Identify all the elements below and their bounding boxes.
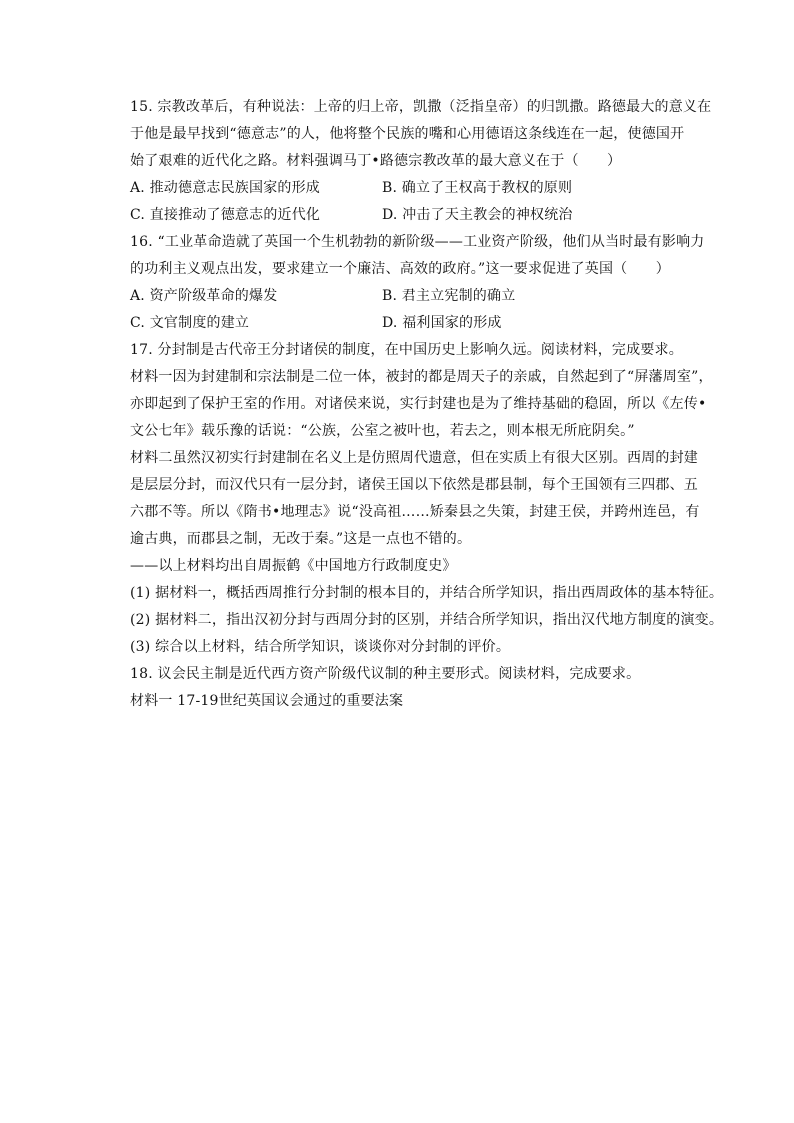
question-16-option-b: B. 君主立宪制的确立 bbox=[382, 288, 516, 304]
question-15-option-a: A. 推动德意志民族国家的形成 bbox=[130, 180, 321, 196]
material-2-line-2: 是层层分封，而汉代只有一层分封，诸侯王国以下依然是郡县制，每个王国领有三四郡、五 bbox=[130, 477, 698, 493]
question-16-stem-line-1: 16. “工业革命造就了英国一个生机勃勃的新阶级——工业资产阶级，他们从当时最有影响力 bbox=[130, 234, 705, 250]
question-17 bbox=[130, 337, 724, 661]
question-18-intro: 18. 议会民主制是近代西方资产阶级代议制的种主要形式。阅读材料，完成要求。 bbox=[130, 666, 641, 682]
question-15-stem-line-3: 始了艰难的近代化之路。材料强调马丁•路德宗教改革的最大意义在于（ ） bbox=[130, 153, 622, 169]
material-2-line-4: 逾古典，而郡县之制，无改于秦。”这是一点也不错的。 bbox=[130, 531, 472, 547]
material-2-line-3: 六郡不等。所以《隋书•地理志》说“没高祖……矫秦县之失策，封建王侯，并跨州连邑，有 bbox=[130, 504, 700, 520]
material-2-line-1: 材料二虽然汉初实行封建制在名义上是仿照周代遗意，但在实质上有很大区别。西周的封建 bbox=[130, 450, 698, 466]
question-16-option-a: A. 资产阶级革命的爆发 bbox=[130, 288, 278, 304]
question-15-option-c: C. 直接推动了德意志的近代化 bbox=[130, 207, 321, 223]
question-17-intro: 17. 分封制是古代帝王分封诸侯的制度，在中国历史上影响久远。阅读材料，完成要求。 bbox=[130, 342, 683, 358]
sub-question-1: (1) 据材料一，概括西周推行分封制的根本目的，并结合所学知识，指出西周政体的基本特征。 bbox=[130, 585, 724, 601]
exam-content bbox=[130, 94, 724, 715]
material-1-line-2: 亦即起到了保护王室的作用。对诸侯来说，实行封建也是为了维持基础的稳固，所以《左传• bbox=[130, 396, 707, 412]
material-1-line-1: 材料一因为封建制和宗法制是二位一体，被封的都是周天子的亲戚，自然起到了“屏藩周室”， bbox=[130, 369, 713, 385]
question-15-option-d: D. 冲击了天主教会的神权统治 bbox=[382, 207, 573, 223]
question-15-stem-line-2: 于他是最早找到“德意志”的人，他将整个民族的嘴和心用德语这条线连在一起，使德国开 bbox=[130, 126, 685, 142]
material-source: ——以上材料均出自周振鹤《中国地方行政制度史》 bbox=[130, 558, 457, 574]
question-16-stem-line-2: 的功利主义观点出发，要求建立一个廉洁、高效的政府。”这一要求促进了英国（ ） bbox=[130, 261, 670, 277]
question-15-stem-line-1: 15. 宗教改革后，有种说法：上帝的归上帝，凯撒（泛指皇帝）的归凯撒。路德最大的意义在 bbox=[130, 99, 712, 115]
question-16-options-row-2 bbox=[130, 310, 700, 337]
question-15 bbox=[130, 94, 712, 229]
question-15-option-b: B. 确立了王权高于教权的原则 bbox=[382, 180, 573, 196]
question-18-material-1-caption: 材料一 17-19世纪英国议会通过的重要法案 bbox=[130, 693, 404, 709]
question-18 bbox=[130, 661, 700, 715]
question-16-options-row-1 bbox=[130, 283, 700, 310]
sub-question-3: (3) 综合以上材料，结合所学知识，谈谈你对分封制的评价。 bbox=[130, 639, 511, 655]
question-15-options-row-2 bbox=[130, 202, 700, 229]
question-16-option-d: D. 福利国家的形成 bbox=[382, 315, 502, 331]
question-15-options-row-1 bbox=[130, 175, 700, 202]
sub-question-2: (2) 据材料二，指出汉初分封与西周分封的区别，并结合所学知识，指出汉代地方制度的演变。 bbox=[130, 612, 724, 628]
question-16 bbox=[130, 229, 705, 337]
question-16-option-c: C. 文官制度的建立 bbox=[130, 315, 250, 331]
material-1-line-3: 文公七年》载乐豫的话说：“公族，公室之被叶也，若去之，则本根无所庇阴矣。” bbox=[130, 423, 635, 439]
